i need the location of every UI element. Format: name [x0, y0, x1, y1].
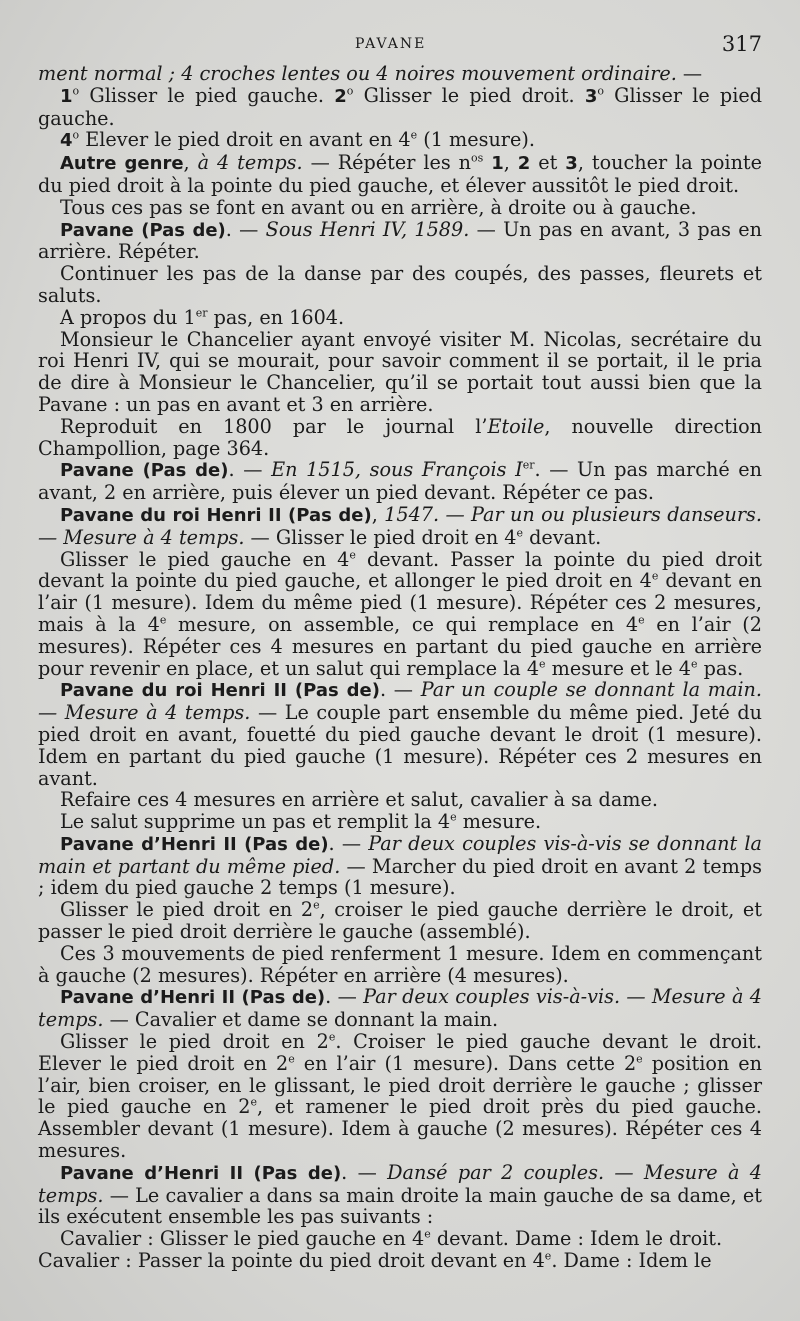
italic-text: Sous Henri IV, 1589. — [265, 217, 470, 241]
text-run: , toucher la pointe du pied droit à la pointe du pied gauche, et élever aussitôt le pied droit. — [38, 151, 762, 197]
text-run: A propos du 1 — [60, 305, 196, 329]
entry-heading: 4 — [60, 130, 73, 152]
italic-text: Etoile — [487, 414, 545, 438]
paragraph — [38, 85, 762, 130]
text-run: , — [503, 151, 518, 175]
text-run: Glisser le pied droit. — [353, 83, 585, 107]
text-run: Continuer les pas de la danse par des coupés, des passes, fleurets et saluts. — [38, 262, 762, 307]
text-run: et — [530, 151, 566, 175]
entry-heading: Pavane (Pas de) — [60, 219, 226, 241]
italic-text: 1547. — Par un ou plusieurs danseurs. — Mesure à 4 temps. — [38, 502, 762, 549]
paragraph — [38, 329, 762, 416]
text-run: mesure. — [456, 810, 542, 834]
superscript: o — [346, 84, 354, 98]
paragraph — [38, 833, 762, 899]
entry-heading: 1 — [60, 85, 73, 107]
italic-text: ment normal ; 4 croches lentes ou 4 noires mouvement ordinaire. — [38, 62, 677, 85]
text-run: Monsieur le Chancelier ayant envoyé visiter M. Nicolas, secrétaire du roi Henri IV, qui se mourait, pour savoir comment il se portait, il le pria de dire à Monsieur le Chancelier, qu’il se portait tout aussi bien que la Pavane : un pas en avant et 3 en arrière. — [38, 327, 762, 416]
text-run: Refaire ces 4 mesures en arrière et salut, cavalier à sa dame. — [60, 788, 658, 812]
body-text — [38, 63, 762, 1272]
entry-heading: Pavane du roi Henri II (Pas de) — [60, 504, 372, 526]
page-number: 317 — [721, 32, 762, 56]
entry-heading: 3 — [565, 153, 578, 175]
text-run: Glisser le pied droit en 2 — [60, 898, 314, 922]
paragraph — [38, 943, 762, 987]
superscript: e — [159, 613, 167, 627]
text-run: — Le cavalier a dans sa main droite la main gauche de sa dame, et ils exécutent ensemble les pas suivants : — [38, 1183, 762, 1229]
text-run: . Dame : Idem le — [551, 1249, 712, 1273]
text-run: Elever le pied droit en avant en 4 — [79, 128, 411, 152]
text-run: Ces 3 mouvements de pied renferment 1 mesure. Idem en commençant à gauche (2 mesures). Répéter en arrière (4 mesures). — [38, 941, 762, 987]
paragraph — [38, 263, 762, 307]
superscript: o — [72, 84, 80, 98]
italic-text: Par deux couples vis-à-vis. — Mesure à 4 temps. — [38, 985, 762, 1032]
text-run: , croiser le pied gauche derrière le droit, et passer le pied droit derrière le gauche (assemblé). — [38, 898, 762, 944]
text-run: Glisser le pied gauche en 4 — [60, 547, 350, 571]
superscript: e — [250, 1096, 257, 1110]
entry-heading: Pavane du roi Henri II (Pas de) — [60, 680, 380, 702]
superscript: e — [328, 1030, 336, 1044]
text-run: devant. Passer la pointe du pied droit devant la pointe du pied gauche, et allonger le pied droit en 4 — [38, 547, 762, 593]
paragraph — [38, 1228, 762, 1250]
superscript: e — [539, 657, 546, 671]
text-run: — Le couple part ensemble du même pied. Jeté du pied droit en avant, fouetté du pied gauche devant le droit (1 mesure). Idem en partant du pied gauche (1 mesure). Répéter ces 2 mesures en avant. — [38, 701, 763, 790]
superscript: e — [313, 898, 320, 912]
text-run: devant. — [523, 525, 602, 549]
superscript: e — [691, 657, 698, 671]
paragraph — [38, 63, 762, 85]
text-run: devant. Dame : Idem le droit. — [430, 1227, 723, 1251]
text-run: (1 mesure). — [417, 128, 535, 152]
entry-heading: Pavane d’Henri II (Pas de) — [60, 1162, 342, 1184]
text-run: mesure et le 4 — [545, 656, 691, 680]
entry-heading: 1 — [491, 153, 504, 175]
paragraph — [38, 416, 762, 460]
text-run: . — Un pas marché en avant, 2 en arrière, puis élever un pied devant. Répéter ce pas. — [38, 458, 763, 505]
running-title: PAVANE — [355, 36, 427, 52]
paragraph — [38, 504, 762, 549]
text-run: , et ramener le pied droit près du pied gauche. Assembler devant (1 mesure). Idem à gauche (2 mesures). Répéter ces 4 mesures. — [38, 1095, 763, 1163]
text-run: — Répéter les n — [302, 151, 471, 175]
text-run: — Un pas en avant, 3 pas en arrière. Répéter. — [38, 217, 763, 264]
text-run: Reproduit en 1800 par le journal l’ — [60, 414, 488, 438]
superscript: er — [522, 458, 535, 472]
text-run: Glisser le pied droit en 2 — [60, 1030, 329, 1054]
superscript: e — [450, 810, 457, 824]
text-run: . — — [379, 678, 421, 702]
paragraph — [38, 1162, 762, 1228]
entry-heading: 3 — [584, 85, 598, 107]
text-run: Le salut supprime un pas et remplit la 4 — [60, 810, 451, 834]
text-run: mesure, on assemble, ce qui remplace en 4 — [166, 612, 639, 636]
text-run: . — — [341, 1160, 388, 1184]
text-run: en l’air (1 mesure). Dans cette 2 — [294, 1051, 637, 1075]
entry-heading: 2 — [334, 85, 347, 107]
running-header — [0, 34, 800, 56]
paragraph — [38, 549, 762, 680]
entry-heading: Pavane d’Henri II (Pas de) — [60, 833, 329, 855]
text-run: — Marcher du pied droit en avant 2 temps ; idem du pied gauche 2 temps (1 mesure). — [38, 854, 762, 900]
text-run: — Cavalier et dame se donnant la main. — [103, 1008, 499, 1032]
entry-heading: 2 — [517, 153, 531, 175]
paragraph — [38, 1250, 762, 1272]
text-run: devant en l’air (1 mesure). Idem du même pied (1 mesure). Répéter ces 2 mesures, mais à la 4 — [38, 569, 762, 636]
text-run: position en l’air, bien croiser, en le glissant, le pied droit derrière le gauche ; glisser le pied gauche en 2 — [38, 1051, 762, 1119]
superscript: e — [288, 1052, 295, 1066]
paragraph — [38, 1031, 762, 1162]
italic-text: à 4 temps. — [197, 151, 303, 175]
superscript: o — [597, 84, 604, 98]
italic-text: Par un couple se donnant la main. — Mesure à 4 temps. — [38, 678, 762, 725]
text-run: . — — [325, 985, 364, 1009]
paragraph — [38, 307, 762, 329]
paragraph — [38, 811, 762, 833]
superscript: e — [410, 129, 418, 142]
superscript: er — [195, 306, 208, 320]
superscript: os — [470, 151, 484, 165]
text-run: Tous ces pas se font en avant ou en arrière, à droite ou à gauche. — [60, 195, 697, 219]
text-run: pas. — [697, 656, 744, 680]
italic-text: Dansé par 2 couples. — Mesure à 4 temps. — [38, 1160, 762, 1207]
entry-heading: Pavane (Pas de) — [60, 460, 229, 482]
text-run: . — — [225, 217, 266, 241]
superscript: e — [516, 526, 523, 540]
superscript: o — [72, 129, 80, 142]
italic-text: Par deux couples vis-à-vis se donnant la main et partant du même pied. — [38, 831, 762, 878]
superscript: e — [651, 569, 659, 583]
text-run: — Glisser le pied droit en 4 — [244, 525, 517, 549]
text-run: Cavalier : Glisser le pied gauche en 4 — [60, 1227, 425, 1251]
paragraph — [38, 899, 762, 943]
paragraph — [38, 152, 762, 197]
text-run: . — — [228, 458, 272, 482]
text-run: en l’air (2 mesures). Répéter ces 4 mesures en partant du pied gauche en arrière pour revenir en place, et un salut qui remplace la 4 — [38, 612, 762, 680]
paragraph — [38, 986, 762, 1031]
text-run: . — — [328, 831, 369, 855]
superscript: e — [544, 1249, 552, 1263]
paragraph — [38, 789, 762, 811]
paragraph — [38, 197, 762, 219]
text-run: Glisser le pied gauche. — [79, 83, 335, 107]
superscript: e — [636, 1052, 643, 1066]
superscript: e — [349, 548, 356, 562]
paragraph — [38, 679, 762, 789]
paragraph — [38, 219, 762, 264]
paragraph — [38, 459, 762, 504]
text-run: , — [183, 151, 198, 175]
text-run: Cavalier : Passer la pointe du pied droit devant en 4 — [38, 1249, 545, 1273]
paragraph — [38, 129, 762, 152]
text-run: . Croiser le pied gauche devant le droit. Elever le pied droit en 2 — [38, 1030, 762, 1075]
text-run: — — [676, 62, 703, 85]
superscript: e — [638, 613, 645, 627]
italic-text: En 1515, sous François I — [271, 458, 523, 482]
text-run: , — [371, 502, 385, 526]
text-run: Glisser le pied gauche. — [38, 83, 762, 130]
text-run: pas, en 1604. — [207, 305, 345, 329]
text-run: , nouvelle direction Champollion, page 364. — [38, 414, 762, 460]
superscript: e — [424, 1227, 431, 1241]
entry-heading: Autre genre — [60, 153, 184, 175]
entry-heading: Pavane d’Henri II (Pas de) — [60, 987, 326, 1009]
